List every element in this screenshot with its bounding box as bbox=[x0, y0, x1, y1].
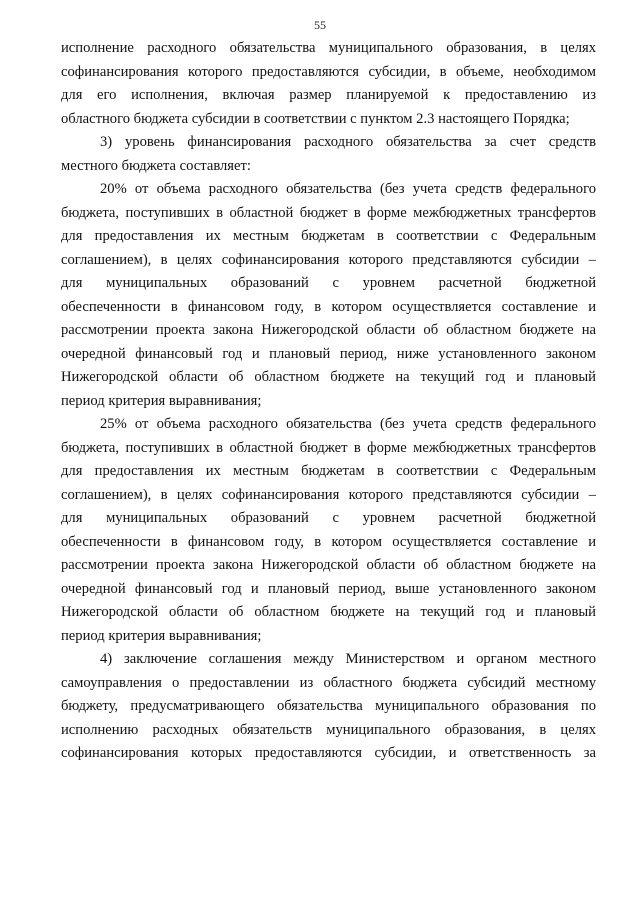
text-line: самоуправления о предоставлении из областного бюджета субсидий местному bbox=[61, 674, 596, 691]
text-line: период критерия выравнивания; bbox=[61, 627, 262, 644]
text-line: рассмотрении проекта закона Нижегородской области об областном бюджете на bbox=[61, 322, 596, 338]
text-line: бюджета, поступивших в областной бюджет в форме межбюджетных трансфертов bbox=[61, 439, 596, 456]
text-line: бюджету, предусматривающего обязательства муниципального образования по bbox=[61, 698, 596, 714]
text-line: исполнение расходного обязательства муниципального образования, в целях bbox=[61, 40, 596, 56]
text-line: 4) заключение соглашения между Министерством и органом местного bbox=[100, 651, 596, 667]
text-line: 20% от объема расходного обязательства (без учета средств федерального bbox=[100, 181, 596, 197]
text-line: Нижегородской области об областном бюджете на текущий год и плановый bbox=[61, 604, 596, 620]
text-line: обеспеченности в финансовом году, в котором осуществляется составление и bbox=[61, 298, 596, 315]
text-line: областного бюджета субсидии в соответствии с пунктом 2.3 настоящего Порядка; bbox=[61, 110, 570, 127]
text-line: соглашением), в целях софинансирования которого представляются субсидии – bbox=[61, 251, 596, 268]
document-body bbox=[61, 37, 596, 766]
text-line: 3) уровень финансирования расходного обязательства за счет средств bbox=[100, 134, 596, 150]
text-line: софинансирования которых предоставляются субсидии, и ответственность за bbox=[61, 745, 596, 761]
text-line: очередной финансовый год и плановый период, ниже установленного законом bbox=[61, 345, 596, 362]
text-line: обеспеченности в финансовом году, в котором осуществляется составление и bbox=[61, 533, 596, 550]
text-line: соглашением), в целях софинансирования которого представляются субсидии – bbox=[61, 486, 596, 503]
text-line: для муниципальных образований с уровнем расчетной бюджетной bbox=[61, 510, 596, 526]
text-line: для предоставления их местным бюджетам в соответствии с Федеральным bbox=[61, 228, 596, 244]
text-line: Нижегородской области об областном бюджете на текущий год и плановый bbox=[61, 369, 596, 385]
text-line: очередной финансовый год и плановый период, выше установленного законом bbox=[61, 580, 596, 597]
text-line: бюджета, поступивших в областной бюджет в форме межбюджетных трансфертов bbox=[61, 204, 596, 221]
text-line: софинансирования которого предоставляются субсидии, в объеме, необходимом bbox=[61, 63, 596, 80]
text-line: для предоставления их местным бюджетам в соответствии с Федеральным bbox=[61, 463, 596, 479]
text-line: местного бюджета составляет: bbox=[61, 157, 251, 174]
page-number: 55 bbox=[314, 18, 326, 32]
text-line: исполнению расходных обязательств муниципального образования, в целях bbox=[61, 721, 596, 738]
text-line: рассмотрении проекта закона Нижегородской области об областном бюджете на bbox=[61, 557, 596, 573]
text-line: для его исполнения, включая размер планируемой к предоставлению из bbox=[61, 87, 596, 103]
text-line: период критерия выравнивания; bbox=[61, 392, 262, 409]
text-line: 25% от объема расходного обязательства (без учета средств федерального bbox=[100, 416, 596, 432]
text-line: для муниципальных образований с уровнем расчетной бюджетной bbox=[61, 275, 596, 291]
